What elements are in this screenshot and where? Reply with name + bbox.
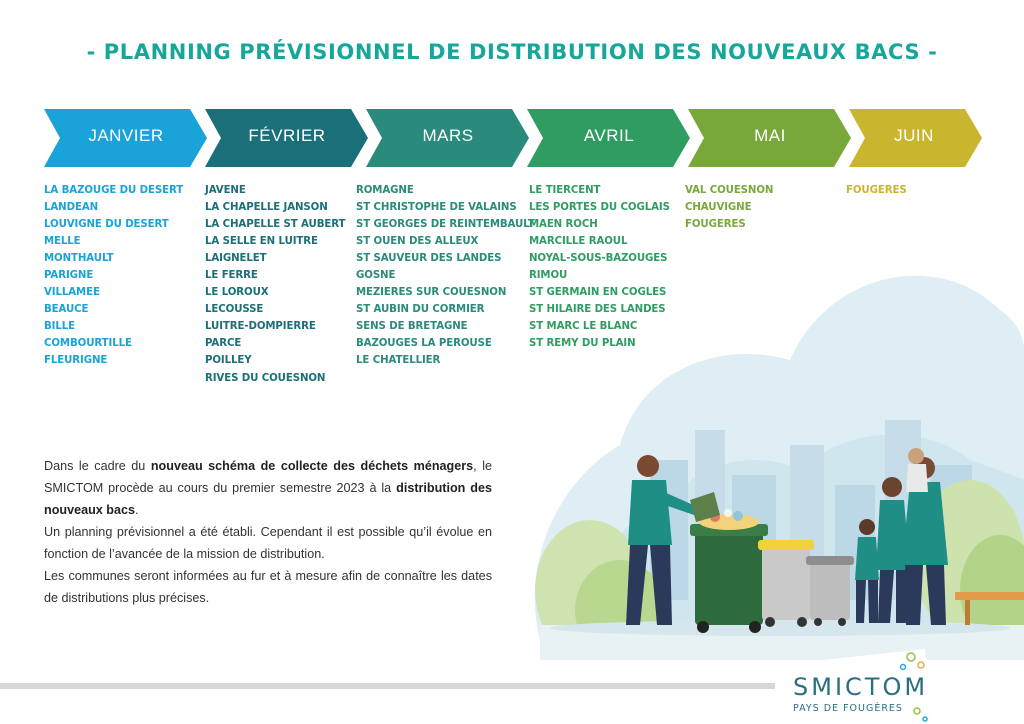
- commune-item: RIVES DU COUESNON: [205, 372, 326, 384]
- intro-paragraph: [44, 455, 492, 609]
- commune-item: POILLEY: [205, 355, 252, 367]
- commune-item: MARCILLE RAOUL: [529, 236, 628, 248]
- commune-item: VILLAMEE: [44, 287, 100, 299]
- month-label-mars: MARS: [422, 126, 474, 145]
- commune-item: MEZIERES SUR COUESNON: [356, 287, 507, 299]
- commune-item: JAVENE: [205, 185, 246, 196]
- commune-item: LE CHATELLIER: [356, 355, 441, 367]
- commune-item: LE FERRE: [205, 270, 258, 282]
- communes-mai: [685, 182, 773, 233]
- para-text: , le SMICTOM procède au cours du premier semestre 2023 à la: [44, 459, 492, 495]
- para-emphasis: distribution des nouveaux bacs: [44, 481, 493, 517]
- commune-item: ST REMY DU PLAIN: [529, 338, 636, 350]
- commune-item: LA SELLE EN LUITRE: [205, 236, 318, 248]
- para-text: Les communes seront informées au fur et à mesure afin de connaître les dates de distributions plus précises.: [44, 569, 492, 605]
- commune-item: NOYAL-SOUS-BAZOUGES: [529, 253, 668, 265]
- commune-item: MELLE: [44, 236, 81, 248]
- commune-item: ST GERMAIN EN COGLES: [529, 287, 667, 299]
- month-label-avril: AVRIL: [583, 126, 635, 145]
- commune-item: LOUVIGNE DU DESERT: [44, 219, 169, 231]
- commune-item: ROMAGNE: [356, 185, 414, 196]
- commune-item: GOSNE: [356, 270, 396, 282]
- commune-item: LA CHAPELLE ST AUBERT: [205, 219, 346, 231]
- commune-item: PARCE: [205, 338, 242, 350]
- commune-item: COMBOURTILLE: [44, 338, 132, 350]
- commune-item: ST GEORGES DE REINTEMBAULT: [356, 219, 535, 231]
- commune-item: VAL COUESNON: [685, 185, 774, 196]
- communes-juin: [846, 182, 907, 199]
- commune-item: BILLE: [44, 321, 75, 333]
- commune-item: ST SAUVEUR DES LANDES: [356, 253, 502, 265]
- footer-divider: [0, 683, 790, 689]
- commune-item: LANDEAN: [44, 202, 99, 214]
- commune-item: ST CHRISTOPHE DE VALAINS: [356, 202, 517, 214]
- para-text: .: [135, 503, 139, 517]
- commune-item: BAZOUGES LA PEROUSE: [356, 338, 492, 350]
- commune-item: ST MARC LE BLANC: [529, 321, 638, 333]
- month-timeline: [0, 0, 1024, 200]
- month-label-juin: JUIN: [894, 126, 934, 145]
- commune-item: FLEURIGNE: [44, 355, 108, 367]
- commune-item: LE TIERCENT: [529, 185, 601, 196]
- communes-janvier: [44, 182, 183, 370]
- page-title: - PLANNING PRÉVISIONNEL DE DISTRIBUTION DES NOUVEAUX BACS -: [86, 40, 938, 64]
- commune-item: BEAUCE: [44, 304, 89, 316]
- commune-item: LUITRE-DOMPIERRE: [205, 321, 316, 333]
- para-text: Dans le cadre du: [44, 459, 151, 473]
- para-text: Un planning prévisionnel a été établi. Cependant il est possible qu’il évolue en fonction de l’avancée de la mission de distribution.: [44, 525, 492, 561]
- commune-item: ST OUEN DES ALLEUX: [356, 236, 479, 248]
- commune-item: LA BAZOUGE DU DESERT: [44, 185, 184, 196]
- commune-item: ST HILAIRE DES LANDES: [529, 304, 666, 316]
- communes-fevrier: [205, 182, 345, 387]
- commune-item: FOUGERES: [685, 219, 746, 231]
- month-label-mai: MAI: [754, 126, 786, 145]
- para-emphasis: nouveau schéma de collecte des déchets ménagers: [150, 459, 474, 473]
- family-recycling-illustration: [500, 230, 1024, 660]
- logo-name: SMICTOM: [793, 673, 929, 701]
- commune-item: ST AUBIN DU CORMIER: [356, 304, 485, 316]
- commune-item: CHAUVIGNE: [685, 202, 752, 214]
- commune-item: LECOUSSE: [205, 304, 264, 316]
- commune-item: MONTHAULT: [44, 253, 114, 265]
- smictom-logo: [775, 645, 975, 724]
- commune-item: LES PORTES DU COGLAIS: [529, 202, 670, 214]
- commune-item: SENS DE BRETAGNE: [356, 321, 468, 333]
- commune-item: LA CHAPELLE JANSON: [205, 202, 328, 214]
- commune-item: FOUGERES: [846, 185, 907, 196]
- month-label-fevrier: FÉVRIER: [248, 126, 326, 145]
- commune-item: PARIGNE: [44, 270, 94, 282]
- commune-item: MAEN ROCH: [529, 219, 598, 231]
- logo-subtitle: PAYS DE FOUGÈRES: [793, 703, 903, 714]
- month-label-janvier: JANVIER: [88, 126, 164, 145]
- commune-item: RIMOU: [529, 270, 568, 282]
- commune-item: LE LOROUX: [205, 287, 269, 299]
- commune-item: LAIGNELET: [205, 253, 267, 265]
